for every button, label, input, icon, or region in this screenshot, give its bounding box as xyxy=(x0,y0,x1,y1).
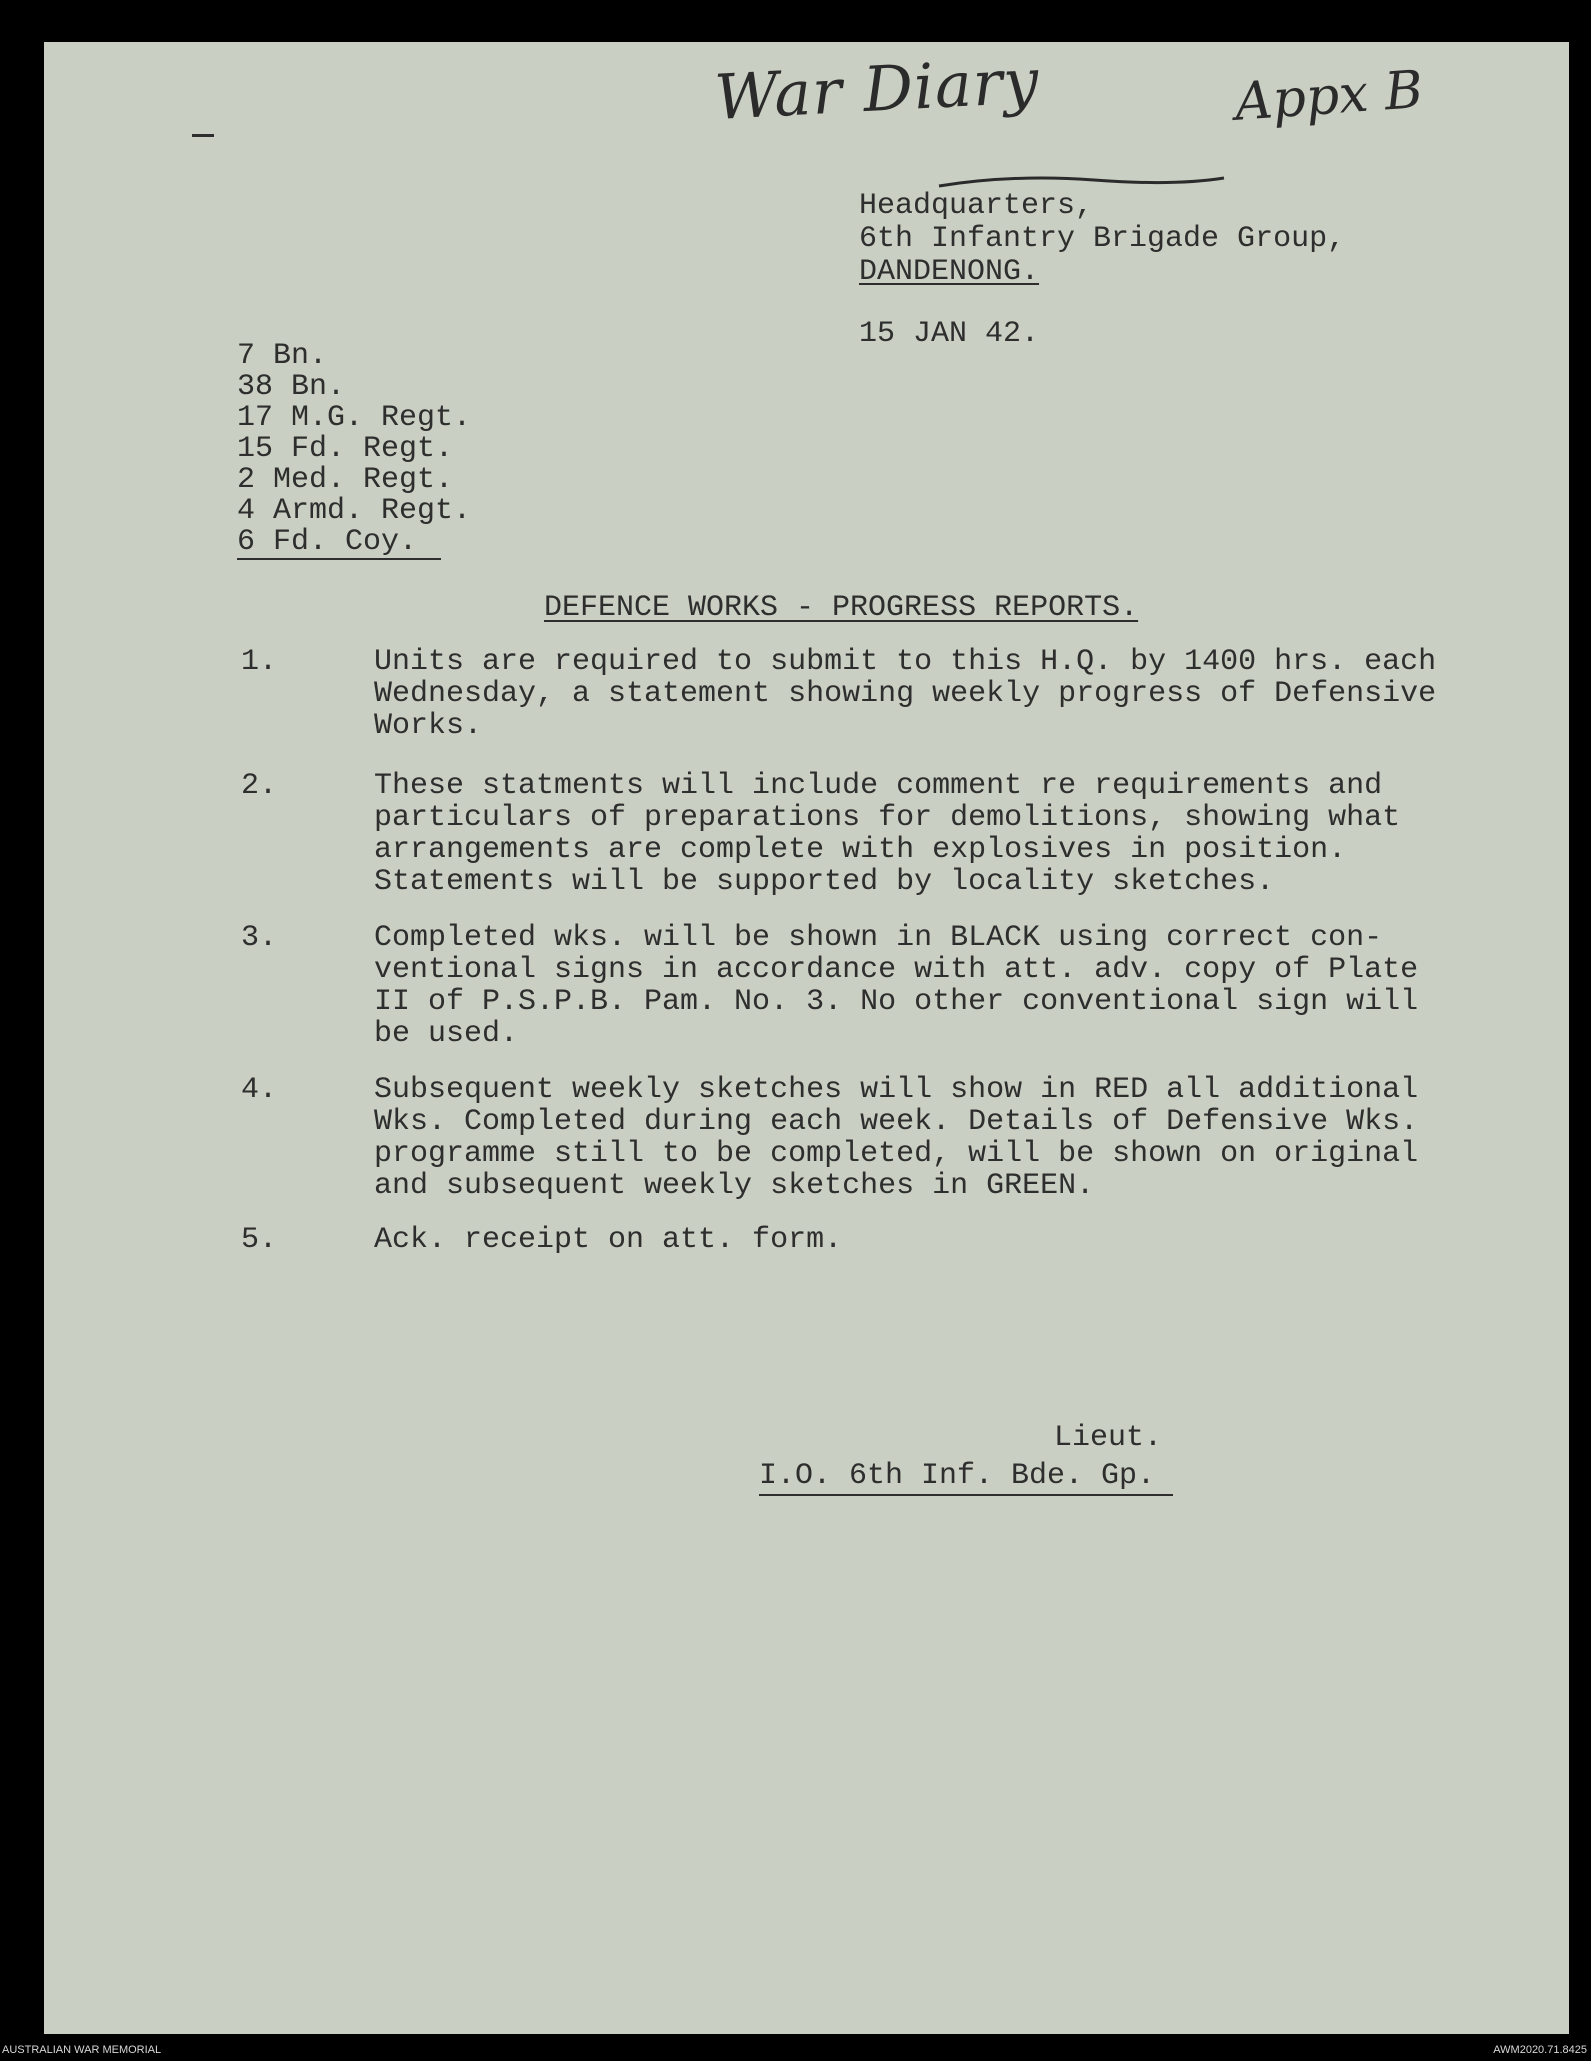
paragraph-line: Statements will be supported by locality sketches. xyxy=(374,865,1275,899)
paragraph-line: Works. xyxy=(374,709,483,743)
paragraph-line: Completed wks. will be shown in BLACK using correct con- xyxy=(374,921,1383,955)
paragraph-text xyxy=(374,770,1524,898)
document-date: 15 JAN 42. xyxy=(859,317,1040,351)
paragraph-line: ventional signs in accordance with att. adv. copy of Plate xyxy=(374,953,1419,987)
addressee-item: 4 Armd. Regt. xyxy=(237,494,472,528)
paragraph-line: Ack. receipt on att. form. xyxy=(374,1223,843,1257)
addressee-item-last: 6 Fd. Coy. xyxy=(237,526,441,560)
addressee-item: 7 Bn. xyxy=(237,339,328,373)
paragraph-line: be used. xyxy=(374,1017,519,1051)
footer-credit: AUSTRALIAN WAR MEMORIAL xyxy=(2,2044,162,2056)
headquarters-address xyxy=(859,190,1345,289)
margin-dash-mark xyxy=(192,134,214,137)
document-heading: DEFENCE WORKS - PROGRESS REPORTS. xyxy=(544,591,1139,625)
addressee-item: 2 Med. Regt. xyxy=(237,463,454,497)
footer-accession-number: AWM2020.71.8425 xyxy=(1493,2044,1587,2056)
paragraph-line: Wks. Completed during each week. Details of Defensive Wks. xyxy=(374,1105,1419,1139)
handwritten-appendix-mark: Appx B xyxy=(1233,59,1425,133)
paragraph-text xyxy=(374,1224,1524,1256)
paragraph-line: programme still to be completed, will be shown on original xyxy=(374,1137,1419,1171)
handwritten-title: War Diary xyxy=(712,44,1042,134)
paragraph-line: arrangements are complete with explosives in position. xyxy=(374,833,1347,867)
hq-line-1: Headquarters, xyxy=(859,189,1094,223)
paragraph-number: 3. xyxy=(241,921,278,955)
paragraph-line: Subsequent weekly sketches will show in RED all additional xyxy=(374,1073,1419,1107)
document-page xyxy=(44,42,1569,2034)
addressee-list xyxy=(237,340,471,557)
addressee-item: 17 M.G. Regt. xyxy=(237,401,472,435)
paragraph-line: Units are required to submit to this H.Q. by 1400 hrs. each xyxy=(374,645,1437,679)
signature-rank: Lieut. xyxy=(1054,1421,1163,1455)
paragraph-number: 5. xyxy=(241,1223,278,1257)
signature-title: I.O. 6th Inf. Bde. Gp. xyxy=(759,1460,1173,1496)
paragraph-line: particulars of preparations for demolitions, showing what xyxy=(374,801,1401,835)
addressee-item xyxy=(237,526,471,557)
paragraph-line: These statments will include comment re requirements and xyxy=(374,769,1383,803)
paragraph-text xyxy=(374,646,1524,742)
paragraph-number: 1. xyxy=(241,645,278,679)
paragraph-number: 4. xyxy=(241,1073,278,1107)
paragraph-number: 2. xyxy=(241,769,278,803)
paragraph-line: Wednesday, a statement showing weekly progress of Defensive xyxy=(374,677,1437,711)
addressee-item: 38 Bn. xyxy=(237,370,346,404)
addressee-item: 15 Fd. Regt. xyxy=(237,432,454,466)
hq-line-2: 6th Infantry Brigade Group, xyxy=(859,222,1346,256)
paragraph-text xyxy=(374,1074,1524,1202)
paragraph-line: II of P.S.P.B. Pam. No. 3. No other conventional sign will xyxy=(374,985,1419,1019)
paragraph-text xyxy=(374,922,1524,1050)
hq-line-3: DANDENONG. xyxy=(859,255,1040,289)
paragraph-line: and subsequent weekly sketches in GREEN. xyxy=(374,1169,1095,1203)
